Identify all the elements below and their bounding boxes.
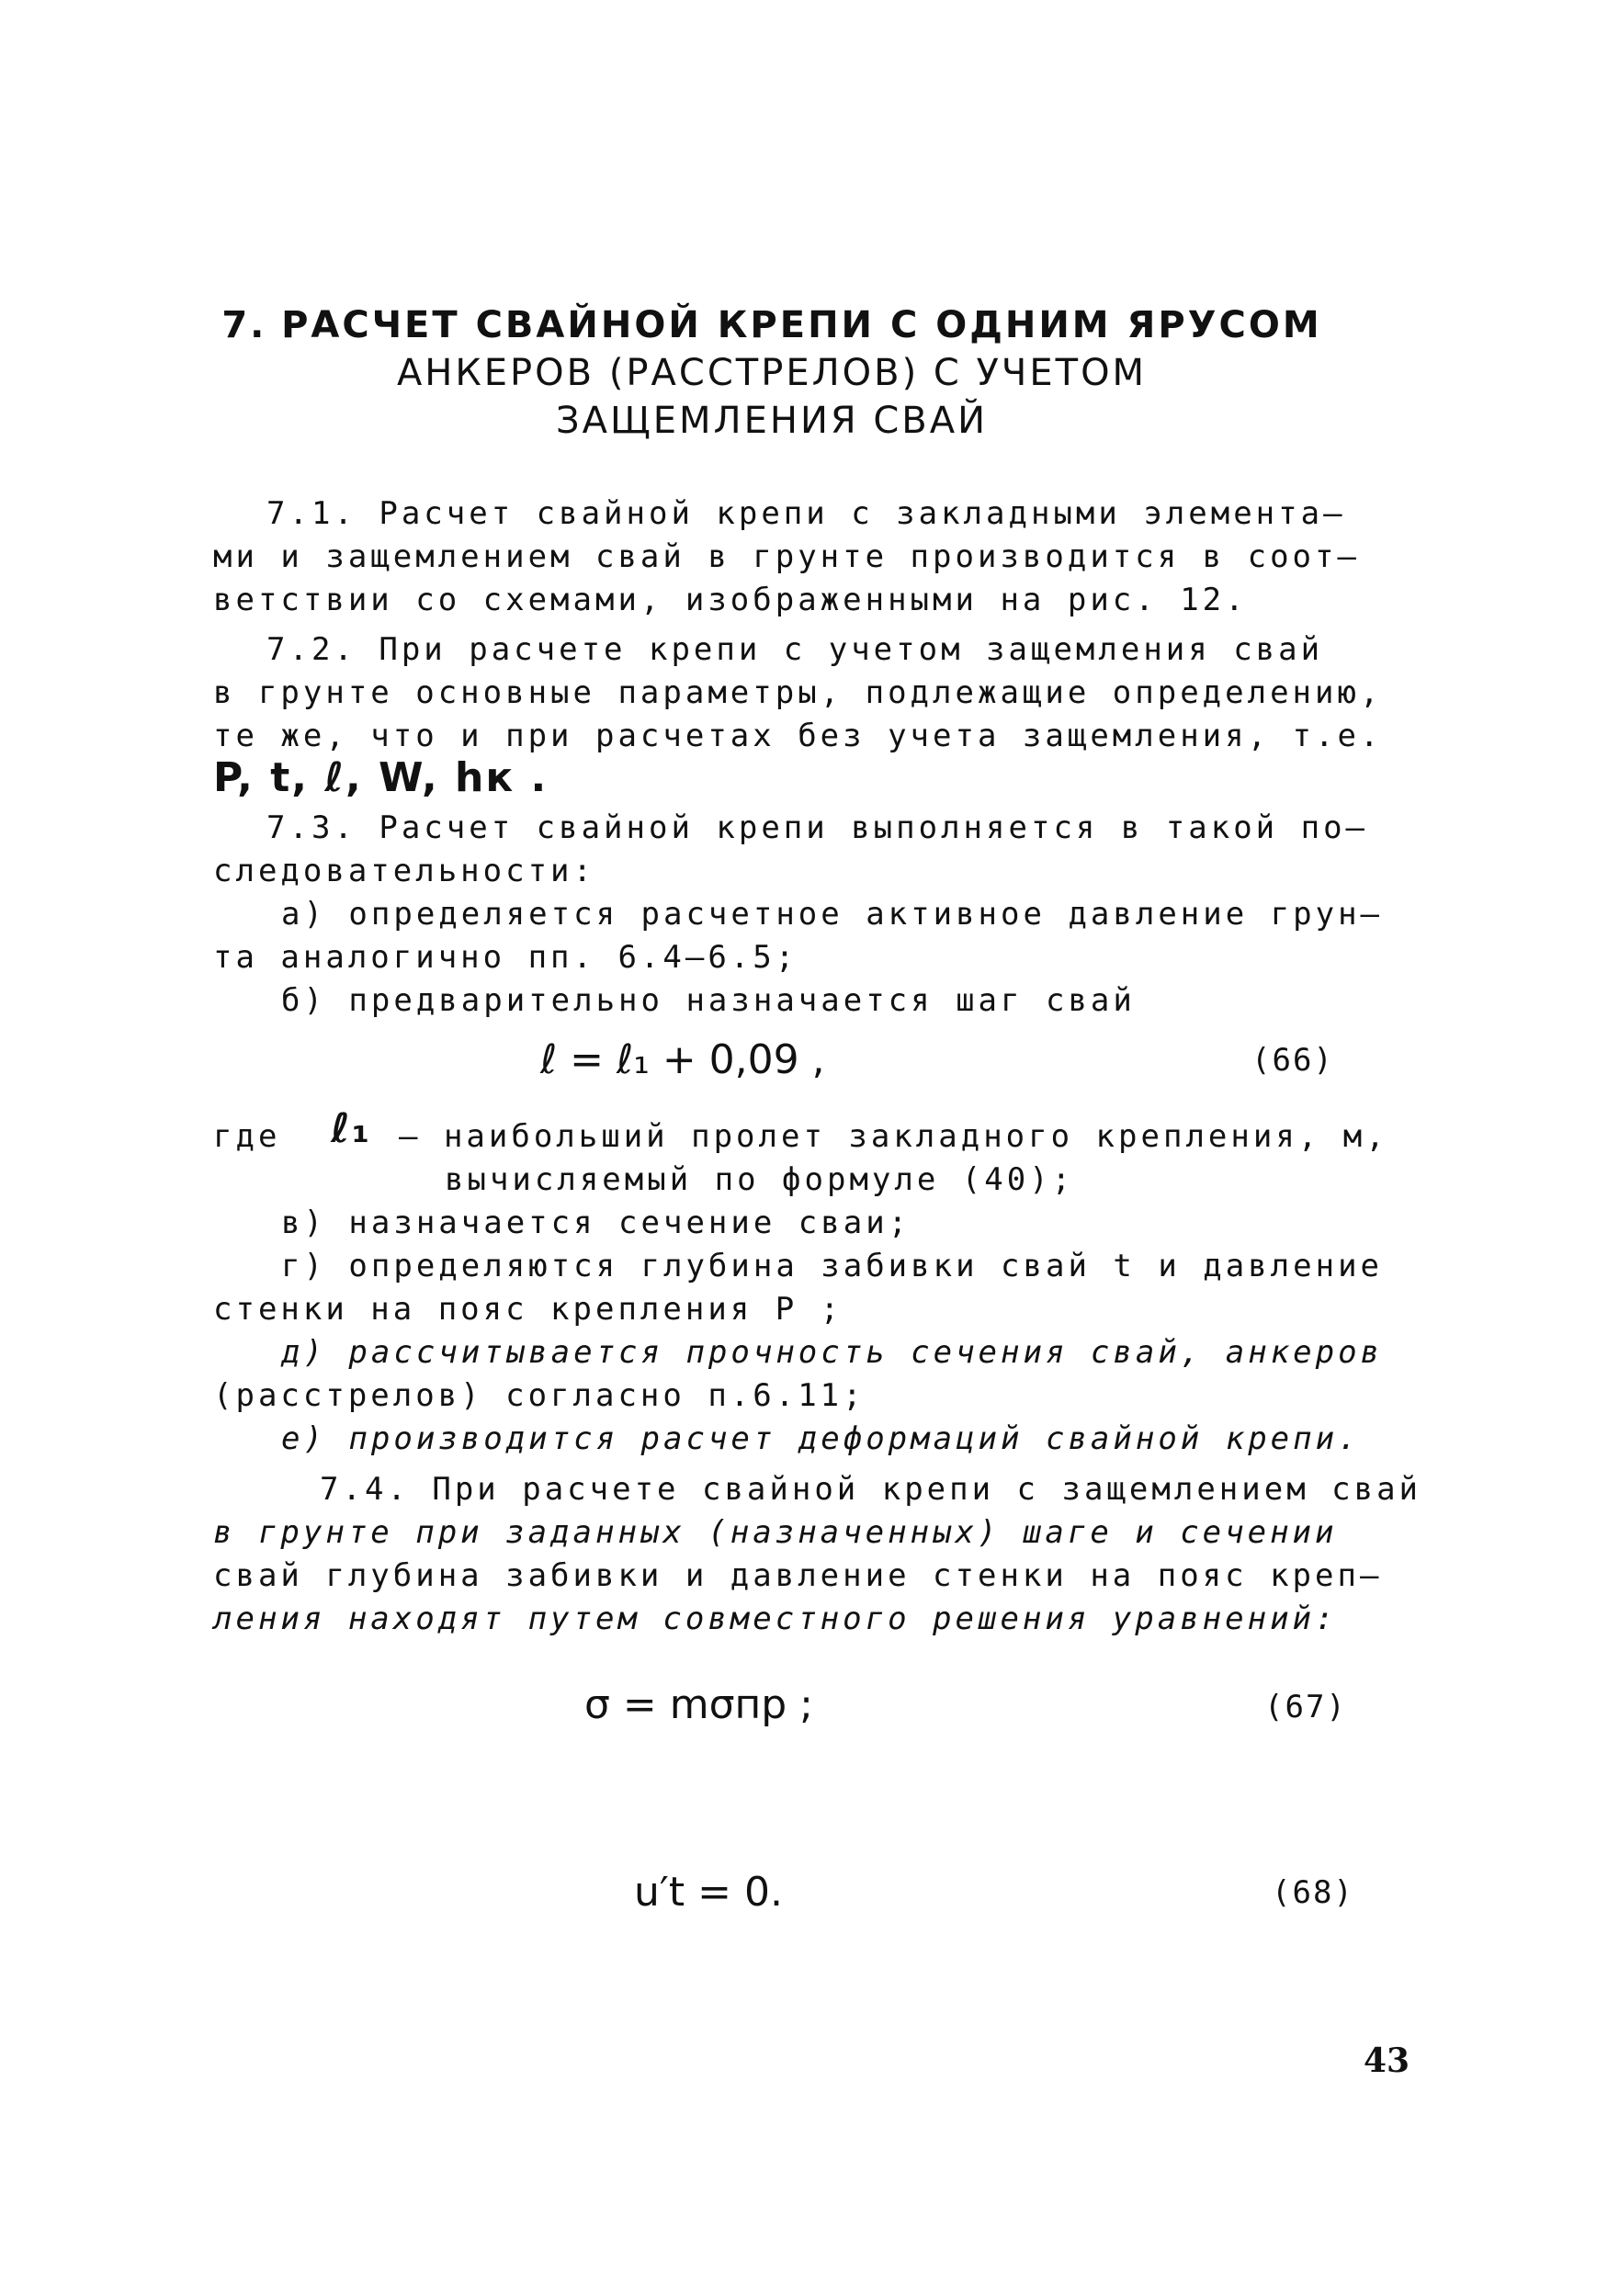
heading-line-2: АНКЕРОВ (РАССТРЕЛОВ) С УЧЕТОМ [396,352,1148,394]
item-d-line-2: (расстрелов) согласно п.6.11; [213,1377,866,1414]
section-number: 7. [221,304,267,346]
page-number: 43 [1364,2042,1410,2080]
equation-67: σ = mσпр ; [584,1681,813,1728]
paragraph-7-4-line-4: ления находят путем совместного решения уравнений: [213,1600,1338,1637]
paragraph-7-3-line-2: следовательности: [213,853,595,889]
item-d-line-1: д) рассчитывается прочность сечения свай, анкеров [281,1334,1384,1371]
heading-line-1-text: РАСЧЕТ СВАЙНОЙ КРЕПИ С ОДНИМ ЯРУСОМ [281,304,1322,346]
where-label: где [213,1118,281,1155]
where-definition-line-1: – наибольший пролет закладного крепления, м, [399,1118,1388,1155]
where-definition-line-2: вычисляемый по формуле (40); [445,1161,1075,1198]
paragraph-7-1-line-1: 7.1. Расчет свайной крепи с закладными элемента– [266,495,1346,532]
equation-66: ℓ = ℓ₁ + 0,09 , [540,1036,825,1083]
paragraph-7-2-line-2: в грунте основные параметры, подлежащие определению, [213,674,1383,711]
paragraph-7-3-line-1: 7.3. Расчет свайной крепи выполняется в такой по– [266,809,1369,846]
paragraph-7-1-line-3: ветствии со схемами, изображенными на рис. 12. [213,582,1248,618]
heading-line-3: ЗАЩЕМЛЕНИЯ СВАЙ [555,400,989,442]
paragraph-7-4-line-3: свай глубина забивки и давление стенки на пояс креп– [213,1557,1383,1594]
paragraph-7-1-line-2: ми и защемлением свай в грунте производится в соот– [213,538,1360,575]
section-heading [184,301,1360,445]
item-v-line-1: в) назначается сечение сваи; [281,1205,911,1241]
equation-68-number: (68) [1272,1874,1354,1911]
paragraph-7-4-line-2: в грунте при заданных (назначенных) шаге и сечении [213,1514,1338,1551]
heading-line-1 [184,301,1360,349]
item-g-line-1: г) определяются глубина забивки свай t и давление [281,1248,1384,1284]
paragraph-7-2-line-3: те же, что и при расчетах без учета защемления, т.е. [213,718,1383,754]
item-e-line-1: е) производится расчет деформаций свайной крепи. [281,1420,1361,1457]
item-b-line-1: б) предварительно назначается шаг свай [281,982,1136,1019]
paragraph-7-2-line-1: 7.2. При расчете крепи с учетом защемления свай [266,631,1324,668]
equation-67-number: (67) [1264,1689,1347,1725]
item-a-line-1: а) определяется расчетное активное давление грун– [281,896,1384,933]
equation-66-number: (66) [1251,1042,1334,1079]
equation-68: u′t = 0. [634,1869,783,1916]
paragraph-7-4-line-1: 7.4. При расчете свайной крепи с защемлением свай [320,1471,1422,1508]
item-a-line-2: та аналогично пп. 6.4–6.5; [213,939,798,976]
where-symbol: ℓ₁ [331,1105,372,1152]
parameters-list: P, t, ℓ, W, hк . [213,754,549,801]
item-g-line-2: стенки на пояс крепления P ; [213,1291,843,1328]
